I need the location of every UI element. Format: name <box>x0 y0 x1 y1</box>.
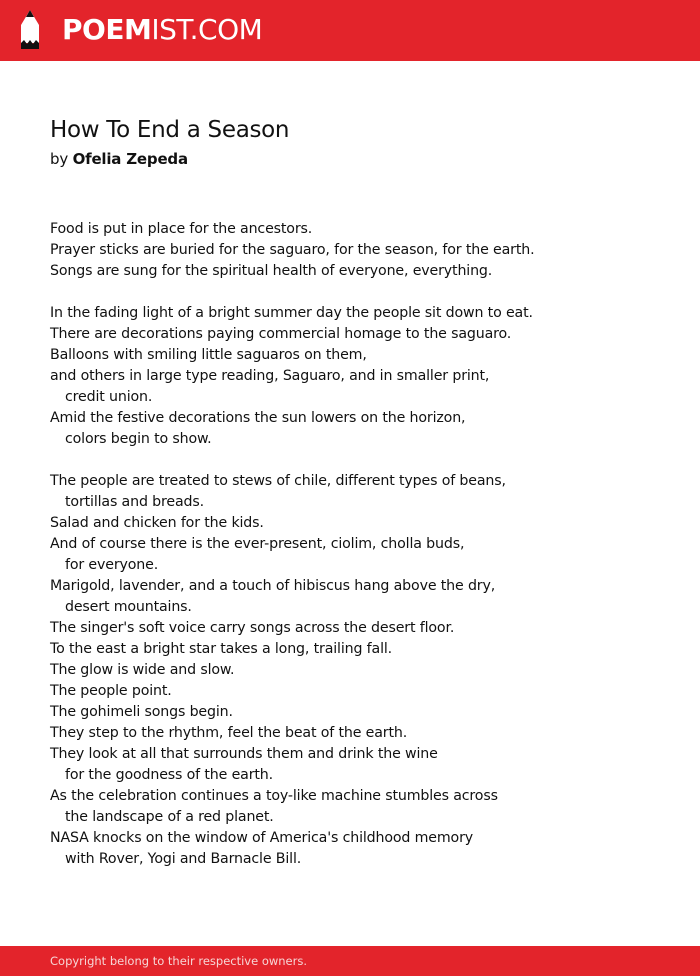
poem-line: In the fading light of a bright summer day the people sit down to eat. <box>50 305 533 321</box>
pencil-icon <box>17 9 43 51</box>
stanza-break <box>50 282 670 303</box>
poem-title: How To End a Season <box>50 117 290 143</box>
site-footer <box>0 946 700 976</box>
poem-line: The people point. <box>50 683 172 699</box>
poem-line: And of course there is the ever-present, ciolim, cholla buds, <box>50 536 465 552</box>
poem-line: There are decorations paying commercial homage to the saguaro. <box>50 326 512 342</box>
poem-line: and others in large type reading, Saguaro, and in smaller print, <box>50 368 490 384</box>
poem-line: for the goodness of the earth. <box>65 767 273 783</box>
logo-text-light: IST.COM <box>151 13 263 46</box>
poem-line: for everyone. <box>65 557 159 573</box>
author-name: Ofelia Zepeda <box>72 150 188 168</box>
poem-line: The gohimeli songs begin. <box>50 704 233 720</box>
poem-line: Food is put in place for the ancestors. <box>50 221 313 237</box>
poem-line: They look at all that surrounds them and drink the wine <box>50 746 438 762</box>
copyright-text: Copyright belong to their respective owners. <box>50 954 308 968</box>
poem-line: Marigold, lavender, and a touch of hibiscus hang above the dry, <box>50 578 496 594</box>
site-header <box>0 0 700 61</box>
poem-line: desert mountains. <box>65 599 192 615</box>
poem-body <box>50 219 670 870</box>
poem-line: As the celebration continues a toy-like machine stumbles across <box>50 788 498 804</box>
poem-line: Balloons with smiling little saguaros on them, <box>50 347 367 363</box>
poem-line: with Rover, Yogi and Barnacle Bill. <box>65 851 302 867</box>
stanza-break <box>50 450 670 471</box>
poem-line: Salad and chicken for the kids. <box>50 515 264 531</box>
poem-line: Prayer sticks are buried for the saguaro, for the season, for the earth. <box>50 242 535 258</box>
poem-line: The singer's soft voice carry songs across the desert floor. <box>50 620 455 636</box>
byline <box>50 150 188 168</box>
logo-text-bold: POEM <box>62 13 152 46</box>
poem-line: The people are treated to stews of chile, different types of beans, <box>50 473 506 489</box>
poem-line: colors begin to show. <box>65 431 212 447</box>
poem-line: Songs are sung for the spiritual health of everyone, everything. <box>50 263 493 279</box>
poem-line: tortillas and breads. <box>65 494 204 510</box>
by-label: by <box>50 150 68 168</box>
poem-line: To the east a bright star takes a long, trailing fall. <box>50 641 393 657</box>
site-logo[interactable] <box>62 12 262 48</box>
poem-line: credit union. <box>65 389 153 405</box>
poem-line: The glow is wide and slow. <box>50 662 235 678</box>
poem-line: the landscape of a red planet. <box>65 809 274 825</box>
poem-line: They step to the rhythm, feel the beat of the earth. <box>50 725 408 741</box>
poem-line: Amid the festive decorations the sun lowers on the horizon, <box>50 410 466 426</box>
poem-line: NASA knocks on the window of America's childhood memory <box>50 830 474 846</box>
